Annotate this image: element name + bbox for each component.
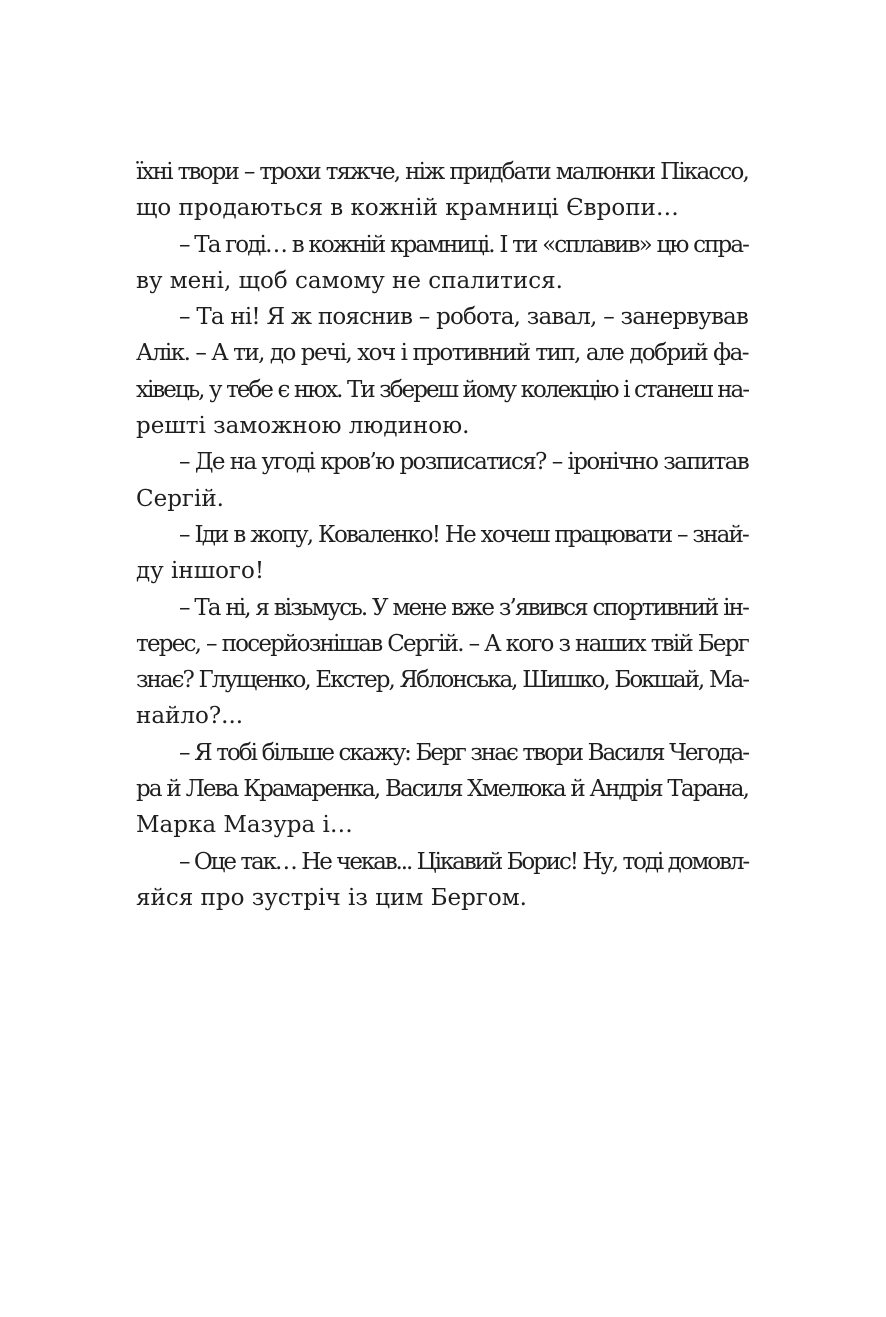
text-line: – Оце так… Не чекав... Цікавий Борис! Ну, тоді домовл- (179, 848, 748, 875)
text-line: ву мені, щоб самому не спалитися. (136, 267, 563, 294)
text-line: Сергій. (136, 485, 224, 512)
text-line: решті заможною людиною. (136, 413, 470, 440)
text-line: знає? Глущенко, Екстер, Яблонська, Шишко, Бокшай, Ма- (136, 667, 748, 694)
text-line: хівець, у тебе є нюх. Ти збереш йому колекцію і станеш на- (136, 376, 748, 403)
text-line: Алік. – А ти, до речі, хоч і противний тип, але добрий фа- (136, 340, 748, 367)
text-line: їхні твори – трохи тяжче, ніж придбати малюнки Пікассо, (136, 159, 748, 185)
text-line: – Та годі… в кожній крамниці. І ти «сплавив» цю спра- (179, 231, 748, 258)
text-line: яйся про зустріч із цим Бергом. (136, 884, 527, 911)
text-line: – Та ні, я візьмусь. У мене вже з’явився спортивний ін- (179, 594, 748, 621)
body-text (136, 154, 748, 916)
text-line: – Та ні! Я ж пояснив – робота, завал, – занервував (179, 304, 748, 331)
text-line: – Я тобі більше скажу: Берг знає твори Василя Чегода- (179, 739, 748, 766)
text-line: що продаються в кожній крамниці Європи… (136, 195, 679, 222)
text-line: терес, – посерйознішав Сергій. – А кого з наших твій Берг (136, 630, 748, 657)
text-line: – Де на угоді кров’ю розписатися? – іронічно запитав (179, 449, 748, 476)
text-line: ду іншого! (136, 558, 265, 585)
text-line: ра й Лева Крамаренка, Василя Хмелюка й Андрія Тарана, (136, 776, 748, 803)
text-line: Марка Мазура і… (136, 812, 353, 839)
text-line: – Іди в жопу, Коваленко! Не хочеш працювати – знай- (179, 521, 748, 548)
text-line: найло?... (136, 703, 244, 730)
